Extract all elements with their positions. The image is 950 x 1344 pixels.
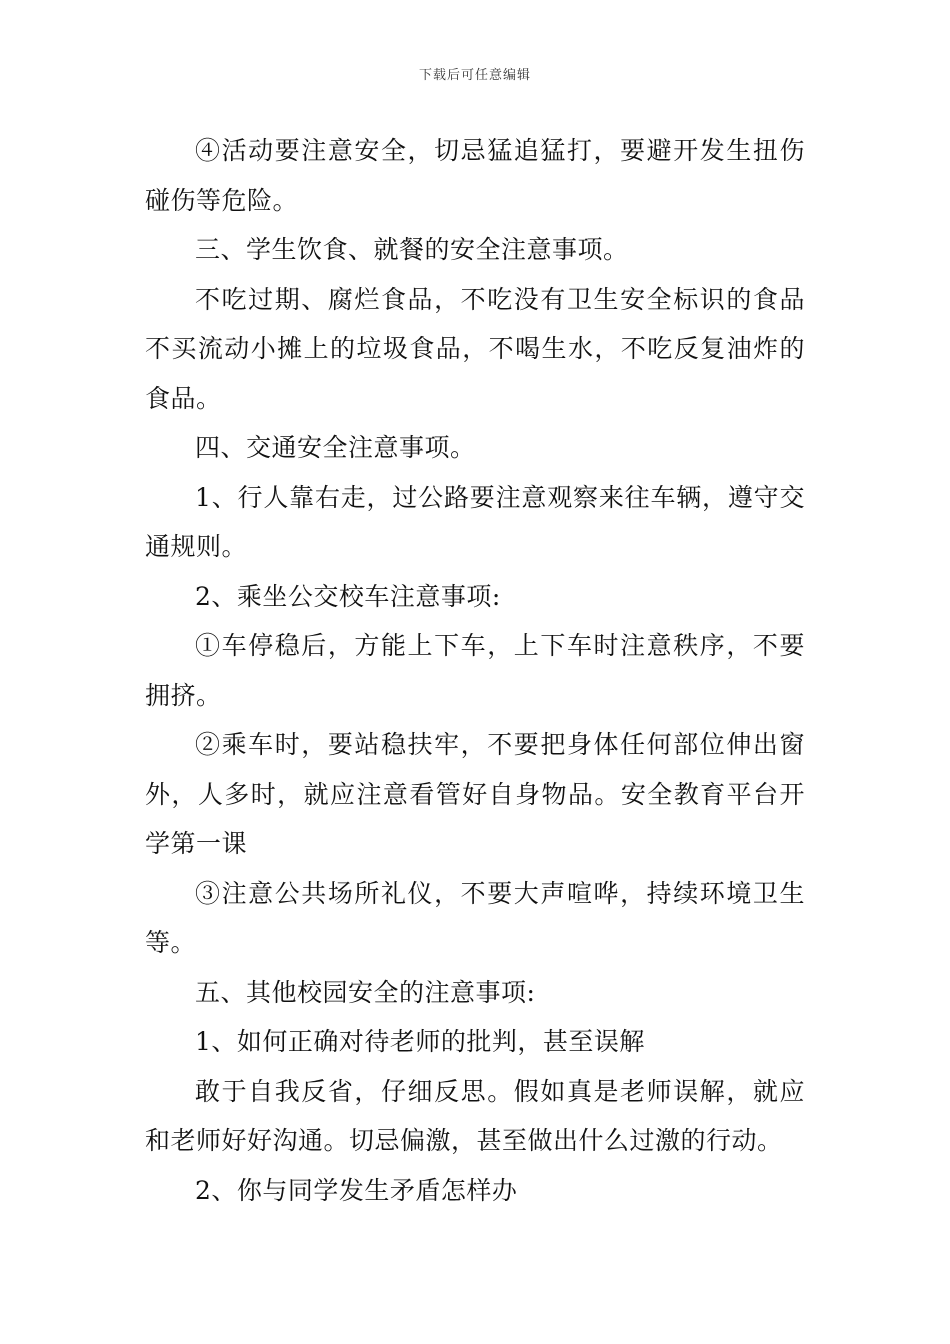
document-body xyxy=(145,126,805,1215)
paragraph-teacher-criticism: 1、如何正确对待老师的批判，甚至误解 xyxy=(195,1027,645,1056)
paragraph-activity-safety: ④活动要注意安全，切忌猛追猛打，要避开发生扭伤碰伤等危险。 xyxy=(145,136,805,215)
paragraph-classmate-conflict: 2、你与同学发生矛盾怎样办 xyxy=(195,1175,518,1205)
paragraph-bus-rule-1: ①车停稳后，方能上下车，上下车时注意秩序，不要拥挤。 xyxy=(145,631,805,710)
paragraph-pedestrian: 1、行人靠右走，过公路要注意观察来往车辆，遵守交通规则。 xyxy=(145,482,805,561)
page-header-note: 下载后可任意编辑 xyxy=(418,68,531,83)
heading-traffic-safety: 四、交通安全注意事项。 xyxy=(195,433,476,462)
heading-food-safety: 三、学生饮食、就餐的安全注意事项。 xyxy=(195,235,629,264)
paragraph-food-safety: 不吃过期、腐烂食品，不吃没有卫生安全标识的食品不买流动小摊上的垃圾食品，不喝生水，不吃反复油炸的食品。 xyxy=(145,284,805,413)
paragraph-bus-rule-2: ②乘车时，要站稳扶牢，不要把身体任何部位伸出窗外，人多时，就应注意看管好自身物品。安全教育平台开学第一课 xyxy=(145,730,805,858)
paragraph-self-reflection: 敢于自我反省，仔细反思。假如真是老师误解，就应和老师好好沟通。切忌偏激，甚至做出什么过激的行动。 xyxy=(145,1076,805,1155)
paragraph-bus-intro: 2、乘坐公交校车注意事项: xyxy=(195,581,501,611)
heading-other-safety: 五、其他校园安全的注意事项: xyxy=(195,977,536,1007)
paragraph-bus-rule-3: ③注意公共场所礼仪，不要大声喧哗，持续环境卫生等。 xyxy=(145,878,805,957)
